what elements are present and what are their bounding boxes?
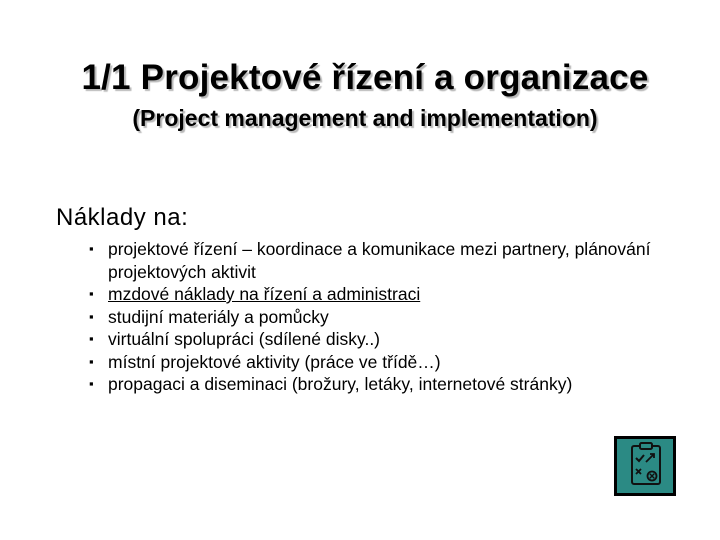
list-item-text: mzdové náklady na řízení a administraci xyxy=(108,284,421,304)
list-item-text: projektové řízení – koordinace a komunikace mezi partnery, plánování projektových aktivit xyxy=(108,239,651,282)
list-item xyxy=(89,238,669,283)
list-item-text: studijní materiály a pomůcky xyxy=(108,306,329,327)
bullet-list xyxy=(89,238,669,396)
list-item-text: virtuální spolupráci (sdílené disky..) xyxy=(108,329,381,349)
section-heading: Náklady na: xyxy=(56,204,189,231)
slide-subtitle: (Project management and implementation) xyxy=(132,105,598,131)
slide-title: 1/1 Projektové řízení a organizace xyxy=(81,58,649,97)
list-item-text: propagaci a diseminaci (brožury, letáky, internetové stránky) xyxy=(108,374,573,394)
list-item xyxy=(89,351,669,374)
list-item-text: místní projektové aktivity (práce ve třídě…) xyxy=(108,351,441,372)
list-item xyxy=(89,373,669,396)
list-item xyxy=(89,328,669,351)
clipboard-checklist-icon xyxy=(614,436,676,496)
list-item xyxy=(89,306,669,329)
list-item xyxy=(89,283,669,306)
